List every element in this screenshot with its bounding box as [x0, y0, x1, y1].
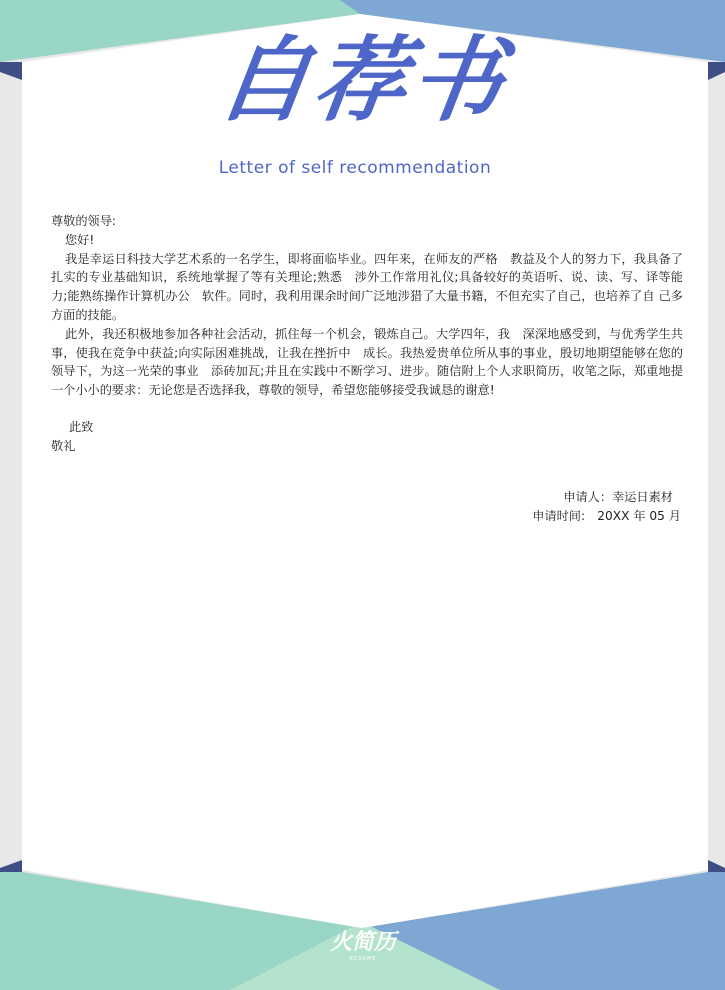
corner-tab-bottom-left: [0, 860, 22, 872]
page-subtitle: Letter of self recommendation: [218, 158, 492, 178]
paragraph-2: 此外，我还积极地参加各种社会活动，抓住每一个机会，锻炼自己。大学四年，我 深深地感受到，与优秀学生共事，使我在竞争中获益;向实际困难挑战，让我在挫折中 成长。我热爱贵单位所从事的事业，殷切地期望能够在您的领导下，为这一光荣的事业 添砖加瓦;并且在实践中不断学习、进步。随信附上个人求职简历，收笔之际，郑重地提 一个小小的要求：无论您是否选择我，尊敬的领导，希望您能够接受我诚恳的谢意!: [51, 326, 683, 398]
greeting: 您好!: [65, 232, 95, 247]
closing-line-1: 此致: [69, 419, 94, 434]
applicant-name: 申请人：幸运日素材: [563, 490, 673, 504]
paragraph-1: 我是幸运日科技大学艺术系的一名学生，即将面临毕业。四年来，在师友的严格 教益及个人的努力下，我具备了扎实的专业基础知识，系统地掌握了等有关理论;熟悉 涉外工作常用礼仪;具备较好的英语听、说、读、写、译等能力;能熟练操作计算机办公 软件。同时，我利用课余时间广泛地涉猎了大量书籍，不但充实了自己，也培养了自 己多方面的技能。: [51, 251, 683, 322]
brand-logo: [318, 930, 408, 962]
application-date: 申请时间: 20XX 年 05 月: [532, 509, 681, 523]
salutation: 尊敬的领导:: [51, 214, 117, 228]
closing-line-2: 敬礼: [51, 438, 76, 453]
logo-subtext: RESUME: [349, 956, 377, 962]
letter-body: [51, 212, 683, 456]
spacer: [51, 400, 683, 418]
page-title: 自荐书: [210, 26, 515, 134]
signature-block: [532, 488, 681, 526]
corner-tab-bottom-right: [708, 860, 725, 872]
logo-text: 火简历: [329, 930, 396, 955]
